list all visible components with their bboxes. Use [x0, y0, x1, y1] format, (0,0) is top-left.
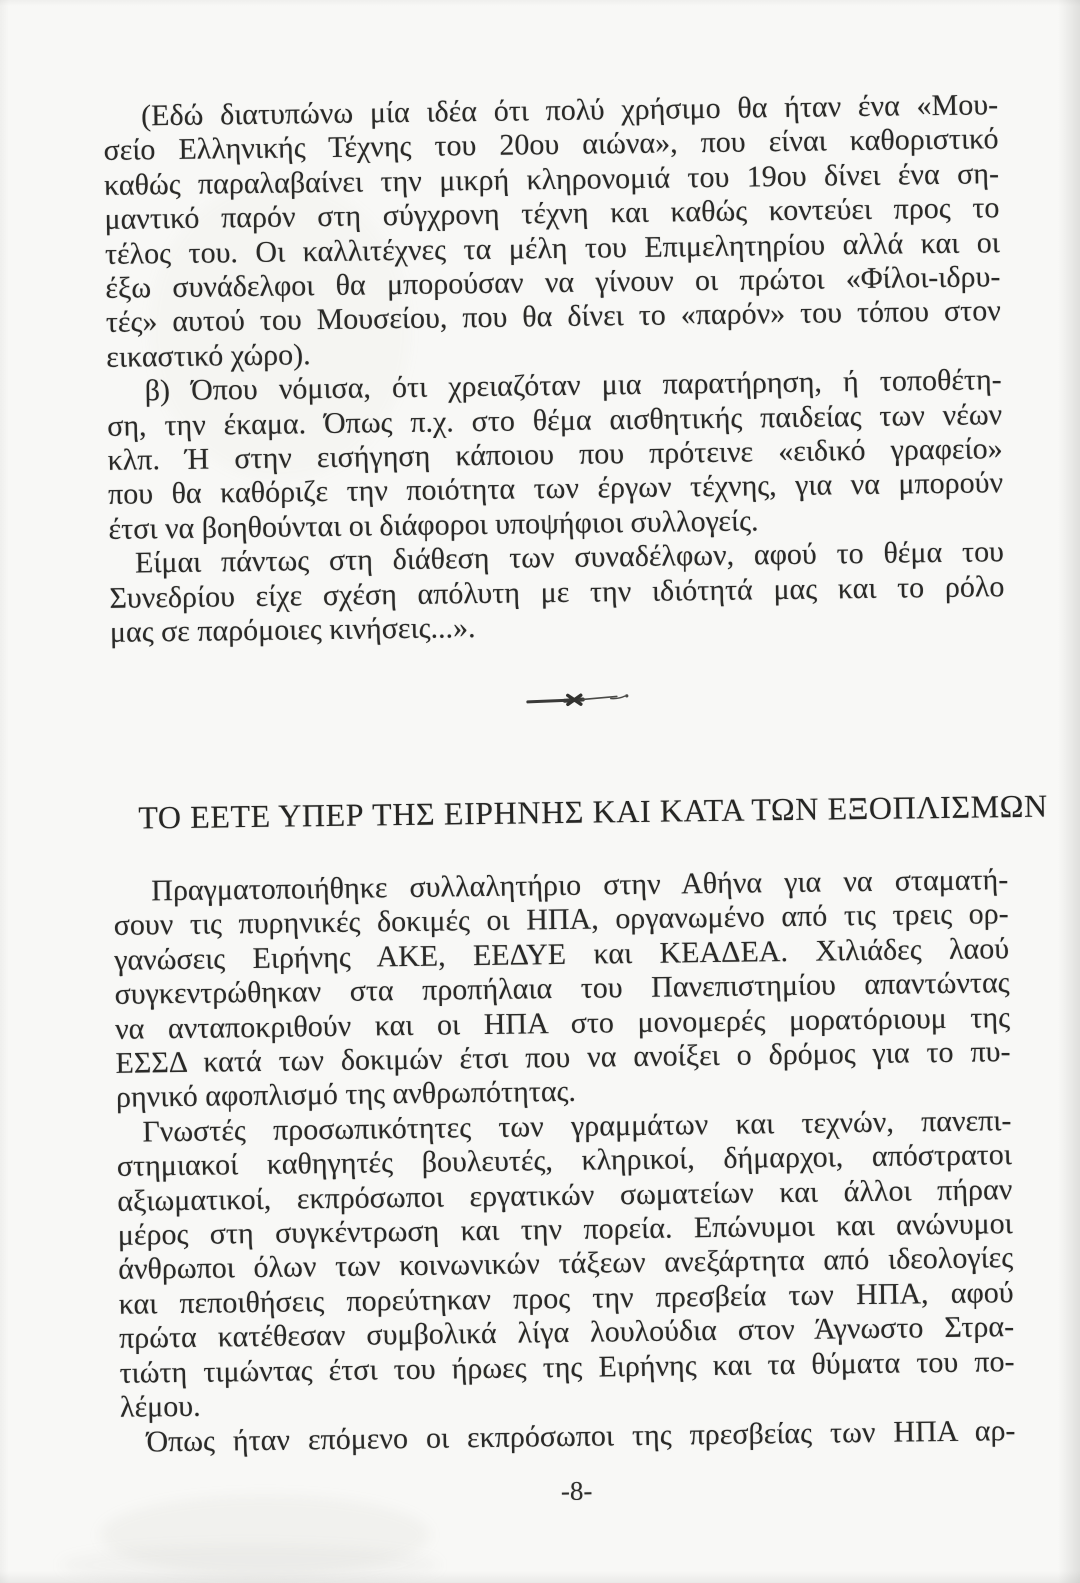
- text-line: εικαστικό χώρο).: [106, 338, 311, 374]
- text-line: σείο Ελληνικής Τέχνης του 20ου αιώνα», που είναι καθοριστικό: [103, 122, 999, 168]
- text-line: ρηνικό αφοπλισμό της ανθρωπότητας.: [115, 1075, 577, 1115]
- scan-edge-shadow-left: [0, 0, 9, 1583]
- text-line: ση, την έκαμα. Όπως π.χ. στο θέμα αισθητικής παιδείας των νέων: [106, 397, 1003, 443]
- text-line: κλπ. Ή στην εισήγηση κάποιου που πρότεινε «ειδικό γραφείο»: [107, 432, 1003, 477]
- text-line: μας σε παρόμοιες κινήσεις...».: [109, 611, 476, 649]
- text-line: πρώτα κατέθεσαν συμβολικά λίγα λουλούδια στον Άγνωστο Στρα-: [118, 1310, 1015, 1356]
- text-line: (Εδώ διατυπώνω μία ιδέα ότι πολύ χρήσιμο θα ήταν ένα «Μου-: [140, 88, 999, 133]
- text-line: και πεποιθήσεις πορεύτηκαν προς την πρεσβεία των ΗΠΑ, αφού: [118, 1275, 1014, 1321]
- text-line: στημιακοί καθηγητές βουλευτές, κληρικοί, δήμαρχοι, απόστρατοι: [116, 1138, 1013, 1184]
- text-line: συγκεντρώθηκαν στα προπήλαια του Πανεπιστημίου απαντώντας: [114, 966, 1010, 1012]
- text-line: τέλος του. Οι καλλιτέχνες τα μέλη του Επιμελητηρίου αλλά και οι: [104, 225, 1001, 271]
- text-line: τές» αυτού του Μουσείου, που θα δίνει το «παρόν» του τόπου στον: [105, 294, 1001, 340]
- text-line: Γνωστές προσωπικότητες των γραμμάτων και τεχνών, πανεπι-: [142, 1103, 1012, 1149]
- text-line: να ανταποκριθούν και οι ΗΠΑ στο μονομερές μορατόριουμ της: [114, 1000, 1011, 1046]
- scan-edge-shadow-right: [1058, 0, 1080, 1583]
- scan-edge-shadow-top: [0, 0, 1080, 6]
- text-line: έξω συνάδελφοι θα μπορούσαν να γίνουν οι πρώτοι «Φίλοι-ιδρυ-: [105, 260, 1001, 305]
- text-line: γανώσεις Ειρήνης ΑΚΕ, ΕΕΔΥΕ και ΚΕΑΔΕΑ. Χιλιάδες λαού: [113, 931, 1010, 977]
- article-heading: ΤΟ ΕΕΤΕ ΥΠΕΡ ΤΗΣ ΕΙΡΗΝΗΣ ΚΑΙ ΚΑΤΑ ΤΩΝ ΕΞΟΠΛΙΣΜΩΝ: [138, 787, 1048, 836]
- text-line: έτσι να βοηθούνται οι διάφοροι υποψήφιοι συλλογείς.: [108, 504, 759, 546]
- text-line: λέμου.: [119, 1389, 201, 1424]
- scan-edge-shadow-bottom: [0, 1571, 1080, 1583]
- text-line: που θα καθόριζε την ποιότητα των έργων τέχνης, για να μπορούν: [107, 466, 1004, 512]
- text-line: μέρος στη συγκέντρωση και την πορεία. Επώνυμοι και ανώνυμοι: [117, 1207, 1013, 1252]
- article-body-block: [113, 863, 1016, 1460]
- text-line: αξιωματικοί, εκπρόσωποι εργατικών σωματείων και άλλοι πήραν: [117, 1172, 1013, 1218]
- text-line: ΕΣΣΔ κατά των δοκιμών έτσι που να ανοίξει ο δρόμος για το πυ-: [115, 1035, 1011, 1080]
- text-line: μαντικό παρόν στη σύγχρονη τέχνη και καθώς κοντεύει προς το: [104, 191, 1000, 237]
- quote-continuation-block: [103, 88, 1005, 650]
- text-line: καθώς παραλαβαίνει την μικρή κληρονομιά του 19ου δίνει ένα ση-: [103, 157, 1000, 202]
- text-line: άνθρωποι όλων των κοινωνικών τάξεων ανεξάρτητα από ιδεολογίες: [118, 1241, 1014, 1287]
- text-line: Όπως ήταν επόμενο οι εκπρόσωποι της πρεσβείας των ΗΠΑ αρ-: [146, 1413, 1016, 1458]
- text-line: τιώτη τιμώντας έτσι του ήρωες της Ειρήνης και τα θύματα του πο-: [119, 1344, 1015, 1390]
- page-content: [102, 0, 1048, 1583]
- text-line: Πραγματοποιήθηκε συλλαλητήριο στην Αθήνα για να σταματή-: [151, 863, 1009, 908]
- asterisk-divider-icon: [525, 689, 635, 710]
- text-line: Είμαι πάντως στη διάθεση των συναδέλφων, αφού το θέμα του: [134, 535, 1005, 580]
- page-number: -8-: [560, 1475, 593, 1507]
- text-line: Συνεδρίου είχε σχέση απόλυτη με την ιδιότητά μας και το ρόλο: [109, 569, 1005, 615]
- text-line: β) Όπου νόμισα, ότι χρειαζόταν μια παρατήρηση, ή τοποθέτη-: [144, 363, 1002, 408]
- text-line: σουν τις πυρηνικές δοκιμές οι ΗΠΑ, οργανωμένο από τις τρεις ορ-: [113, 897, 1009, 943]
